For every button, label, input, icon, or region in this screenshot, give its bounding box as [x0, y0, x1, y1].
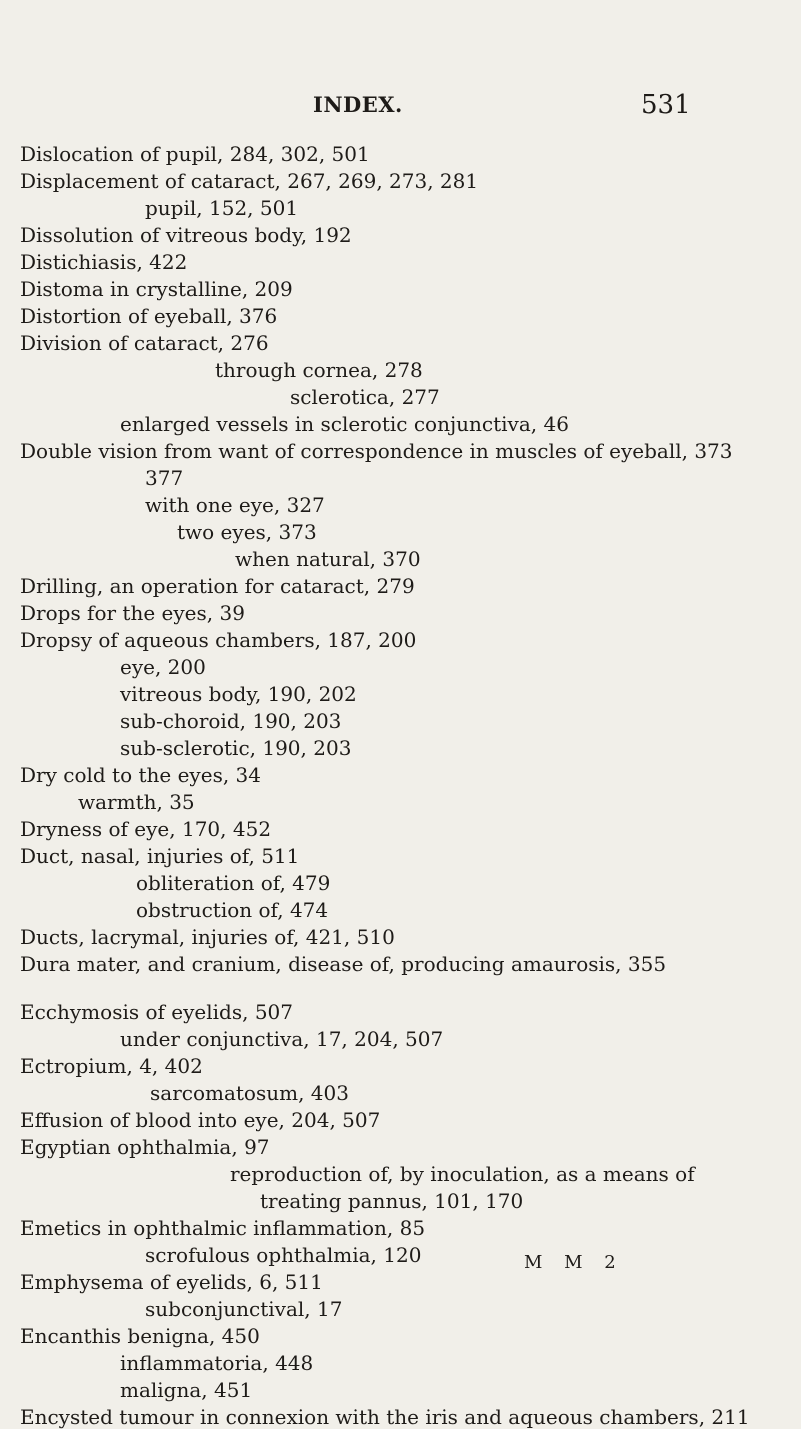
index-subentry: inflammatoria, 448 — [120, 1351, 314, 1375]
index-entry: Drilling, an operation for cataract, 279 — [20, 574, 415, 598]
index-subentry: two eyes, 373 — [177, 520, 317, 544]
index-entry: Emetics in ophthalmic inflammation, 85 — [20, 1216, 426, 1240]
index-subentry: warmth, 35 — [78, 790, 195, 814]
index-entry: Division of cataract, 276 — [20, 331, 269, 355]
index-entry: Duct, nasal, injuries of, 511 — [20, 844, 300, 868]
index-subentry: sub-sclerotic, 190, 203 — [120, 736, 352, 760]
index-entry: Ectropium, 4, 402 — [20, 1054, 203, 1078]
index-subentry: sub-choroid, 190, 203 — [120, 709, 342, 733]
index-subentry: when natural, 370 — [235, 547, 421, 571]
index-subentry: enlarged vessels in sclerotic conjunctiva, 46 — [120, 412, 569, 436]
index-continuation: treating pannus, 101, 170 — [260, 1189, 524, 1213]
index-entry: Ecchymosis of eyelids, 507 — [20, 1000, 293, 1024]
index-subentry: pupil, 152, 501 — [145, 196, 299, 220]
index-entry: Distortion of eyeball, 376 — [20, 304, 278, 328]
index-entry: Distichiasis, 422 — [20, 250, 188, 274]
signature-mark: M M 2 — [524, 1252, 624, 1273]
index-entry: Encanthis benigna, 450 — [20, 1324, 260, 1348]
index-entry: Dryness of eye, 170, 452 — [20, 817, 272, 841]
index-entry: Dissolution of vitreous body, 192 — [20, 223, 352, 247]
index-subentry: obliteration of, 479 — [136, 871, 331, 895]
index-continuation: 377 — [145, 466, 184, 490]
index-subentry: scrofulous ophthalmia, 120 — [145, 1243, 422, 1267]
index-entry: Dropsy of aqueous chambers, 187, 200 — [20, 628, 417, 652]
index-subentry: sclerotica, 277 — [290, 385, 440, 409]
index-entry: Dry cold to the eyes, 34 — [20, 763, 261, 787]
index-entry: Encysted tumour in connexion with the iris and aqueous chambers, 211 — [20, 1405, 750, 1429]
index-subentry: sarcomatosum, 403 — [150, 1081, 349, 1105]
index-subentry: subconjunctival, 17 — [145, 1297, 343, 1321]
index-entry: Egyptian ophthalmia, 97 — [20, 1135, 270, 1159]
index-entry: Distoma in crystalline, 209 — [20, 277, 293, 301]
running-header-title: INDEX. — [313, 92, 403, 117]
page-number: 531 — [641, 90, 691, 120]
index-subentry: vitreous body, 190, 202 — [120, 682, 357, 706]
index-entry: Displacement of cataract, 267, 269, 273, 281 — [20, 169, 479, 193]
index-subentry: with one eye, 327 — [145, 493, 325, 517]
index-entry: Drops for the eyes, 39 — [20, 601, 245, 625]
index-entry: Dislocation of pupil, 284, 302, 501 — [20, 142, 370, 166]
index-entry: Effusion of blood into eye, 204, 507 — [20, 1108, 381, 1132]
index-subentry: under conjunctiva, 17, 204, 507 — [120, 1027, 444, 1051]
index-subentry: through cornea, 278 — [215, 358, 423, 382]
index-entry: Double vision from want of correspondence in muscles of eyeball, 373 — [20, 439, 733, 463]
index-entry: Dura mater, and cranium, disease of, producing amaurosis, 355 — [20, 952, 667, 976]
index-entry: Ducts, lacrymal, injuries of, 421, 510 — [20, 925, 395, 949]
index-subentry: reproduction of, by inoculation, as a means of — [230, 1162, 695, 1186]
index-subentry: maligna, 451 — [120, 1378, 253, 1402]
index-entry: Emphysema of eyelids, 6, 511 — [20, 1270, 323, 1294]
index-subentry: eye, 200 — [120, 655, 206, 679]
index-subentry: obstruction of, 474 — [136, 898, 329, 922]
